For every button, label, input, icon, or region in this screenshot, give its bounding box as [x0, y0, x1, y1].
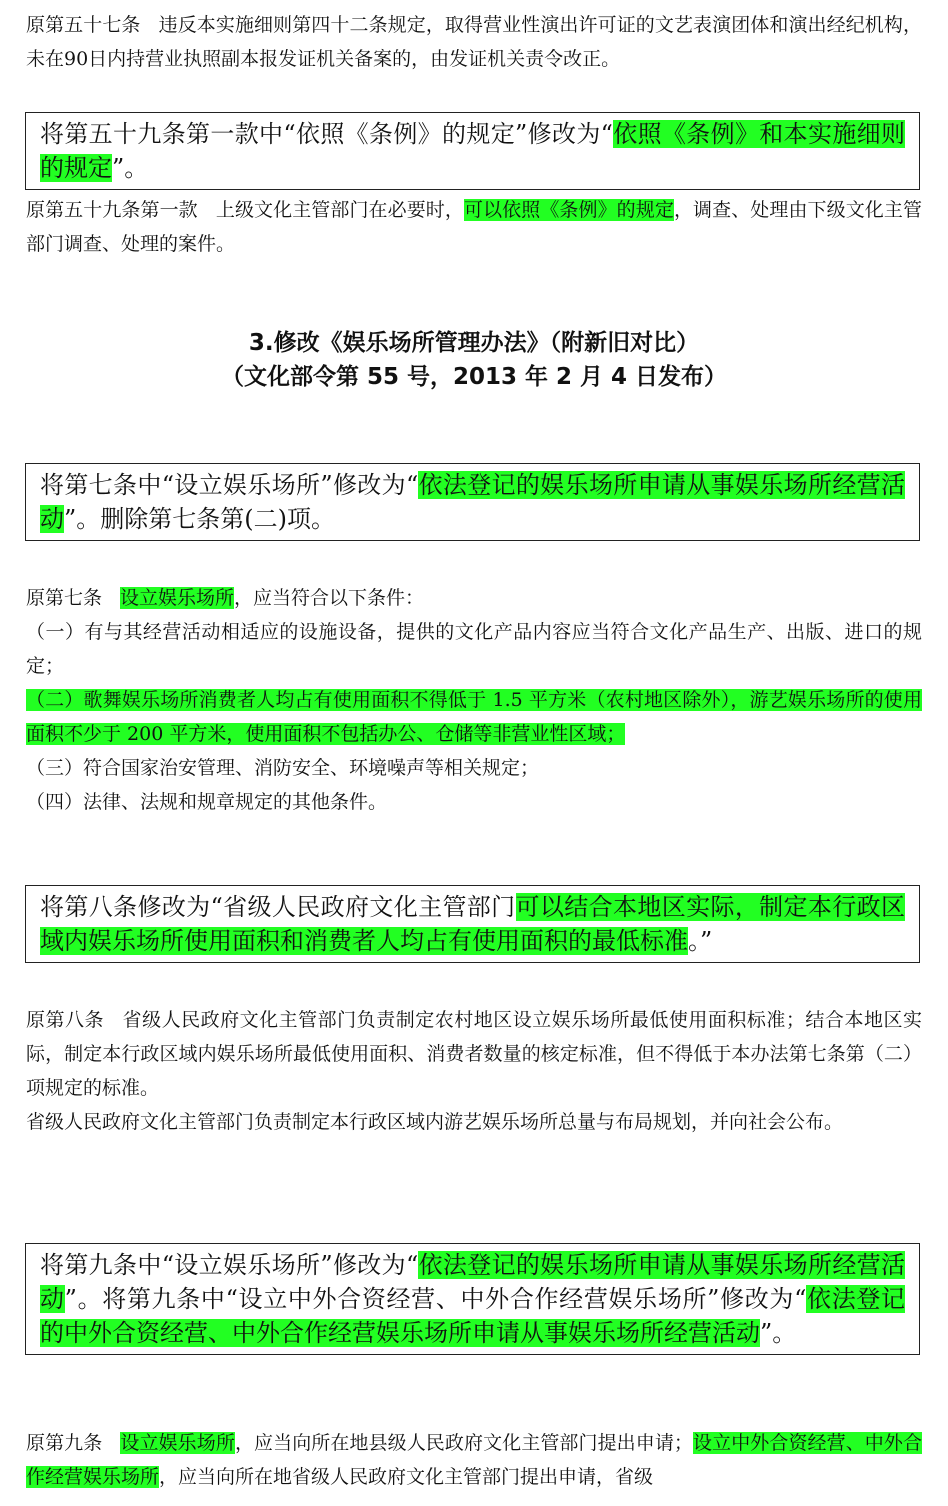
section-heading-subtitle: （文化部令第 55 号，2013 年 2 月 4 日发布）	[220, 364, 728, 390]
article-59-highlight: 可以依照《条例》的规定	[463, 199, 674, 221]
article-7-original	[26, 581, 922, 819]
amendment-9-text-3: ”。	[760, 1319, 797, 1347]
article-7-intro-text: ，应当符合以下条件：	[234, 587, 425, 609]
article-8-para-1	[26, 1003, 922, 1105]
article-7-item-1: （一）有与其经营活动相适应的设施设备，提供的文化产品内容应当符合文化产品生产、出版、进口的规定；	[26, 621, 922, 677]
amendment-59-highlight: 依照《条例》和本实施细则的规定	[40, 120, 905, 182]
article-8-label: 原第八条	[26, 1009, 105, 1031]
amendment-box-article-7	[25, 463, 920, 541]
article-9-highlight-2: 设立中外合资经营、中外合作经营娱乐场所	[26, 1432, 922, 1488]
amendment-9-text-1: 将第九条中“设立娱乐场所”修改为“	[40, 1251, 419, 1279]
article-9-text-1: ，应当向所在地县级人民政府文化主管部门提出申请；	[234, 1432, 693, 1454]
article-7-label: 原第七条	[26, 587, 103, 609]
article-59-text-1: 上级文化主管部门在必要时，	[215, 199, 464, 221]
section-heading-title: 3.修改《娱乐场所管理办法》（附新旧对比）	[248, 330, 700, 356]
article-57-label: 原第五十七条	[26, 14, 141, 36]
amendment-box-article-8	[25, 885, 920, 963]
article-57-text: 违反本实施细则第四十二条规定，取得营业性演出许可证的文艺表演团体和演出经纪机构，未在90日内持营业执照副本报发证机关备案的，由发证机关责令改正。	[26, 14, 922, 70]
article-59-original	[26, 193, 922, 261]
article-7-item-2: （二）歌舞娱乐场所消费者人均占有使用面积不得低于 1.5 平方米（农村地区除外），游艺娱乐场所的使用面积不少于 200 平方米，使用面积不包括办公、仓储等非营业性区域；	[26, 689, 922, 745]
article-7-item-3: （三）符合国家治安管理、消防安全、环境噪声等相关规定；	[26, 757, 540, 779]
amendment-7-text-1: 将第七条中“设立娱乐场所”修改为“	[40, 471, 419, 499]
article-7-intro	[26, 581, 922, 615]
article-8-original	[26, 1003, 922, 1139]
article-9-original	[26, 1426, 922, 1494]
amendment-9-highlight-2: 依法登记的中外合资经营、中外合作经营娱乐场所申请从事娱乐场所经营活动	[40, 1285, 906, 1347]
amendment-8-text-2: 。”	[688, 927, 713, 955]
article-8-text-1: 省级人民政府文化主管部门负责制定农村地区设立娱乐场所最低使用面积标准；结合本地区实际，制定本行政区域内娱乐场所最低使用面积、消费者数量的核定标准，但不得低于本办法第七条第（二）项规定的标准。	[26, 1009, 922, 1099]
article-57-original	[26, 8, 922, 76]
article-59-text-2: ，调查、处理由下级文化主管部门调查、处理的案件。	[26, 199, 922, 255]
article-9-label: 原第九条	[26, 1432, 103, 1454]
amendment-7-text-2: ”。删除第七条第(二)项。	[64, 505, 335, 533]
amendment-8-text-1: 将第八条修改为“省级人民政府文化主管部门	[40, 893, 516, 921]
amendment-box-article-9	[25, 1243, 920, 1355]
amendment-59-text-2: ”。	[112, 154, 149, 182]
amendment-8-highlight: 可以结合本地区实际，制定本行政区域内娱乐场所使用面积和消费者人均占有使用面积的最低标准	[40, 893, 905, 955]
amendment-7-highlight: 依法登记的娱乐场所申请从事娱乐场所经营活动	[40, 471, 906, 533]
amendment-9-text-2: ”。将第九条中“设立中外合资经营、中外合作经营娱乐场所”修改为“	[64, 1285, 807, 1313]
article-9-highlight-1: 设立娱乐场所	[120, 1432, 235, 1454]
article-7-highlight: 设立娱乐场所	[120, 587, 235, 609]
amendment-9-highlight-1: 依法登记的娱乐场所申请从事娱乐场所经营活动	[40, 1251, 906, 1313]
article-59-label: 原第五十九条第一款	[26, 199, 198, 221]
section-heading	[0, 326, 948, 394]
article-8-para-2: 省级人民政府文化主管部门负责制定本行政区域内游艺娱乐场所总量与布局规划，并向社会公布。	[26, 1111, 844, 1133]
article-9-text-2: ，应当向所在地省级人民政府文化主管部门提出申请，省级	[159, 1466, 654, 1488]
amendment-59-text-1: 将第五十九条第一款中“依照《条例》的规定”修改为“	[40, 120, 613, 148]
amendment-box-article-59	[25, 112, 920, 190]
article-7-item-4: （四）法律、法规和规章规定的其他条件。	[26, 791, 388, 813]
